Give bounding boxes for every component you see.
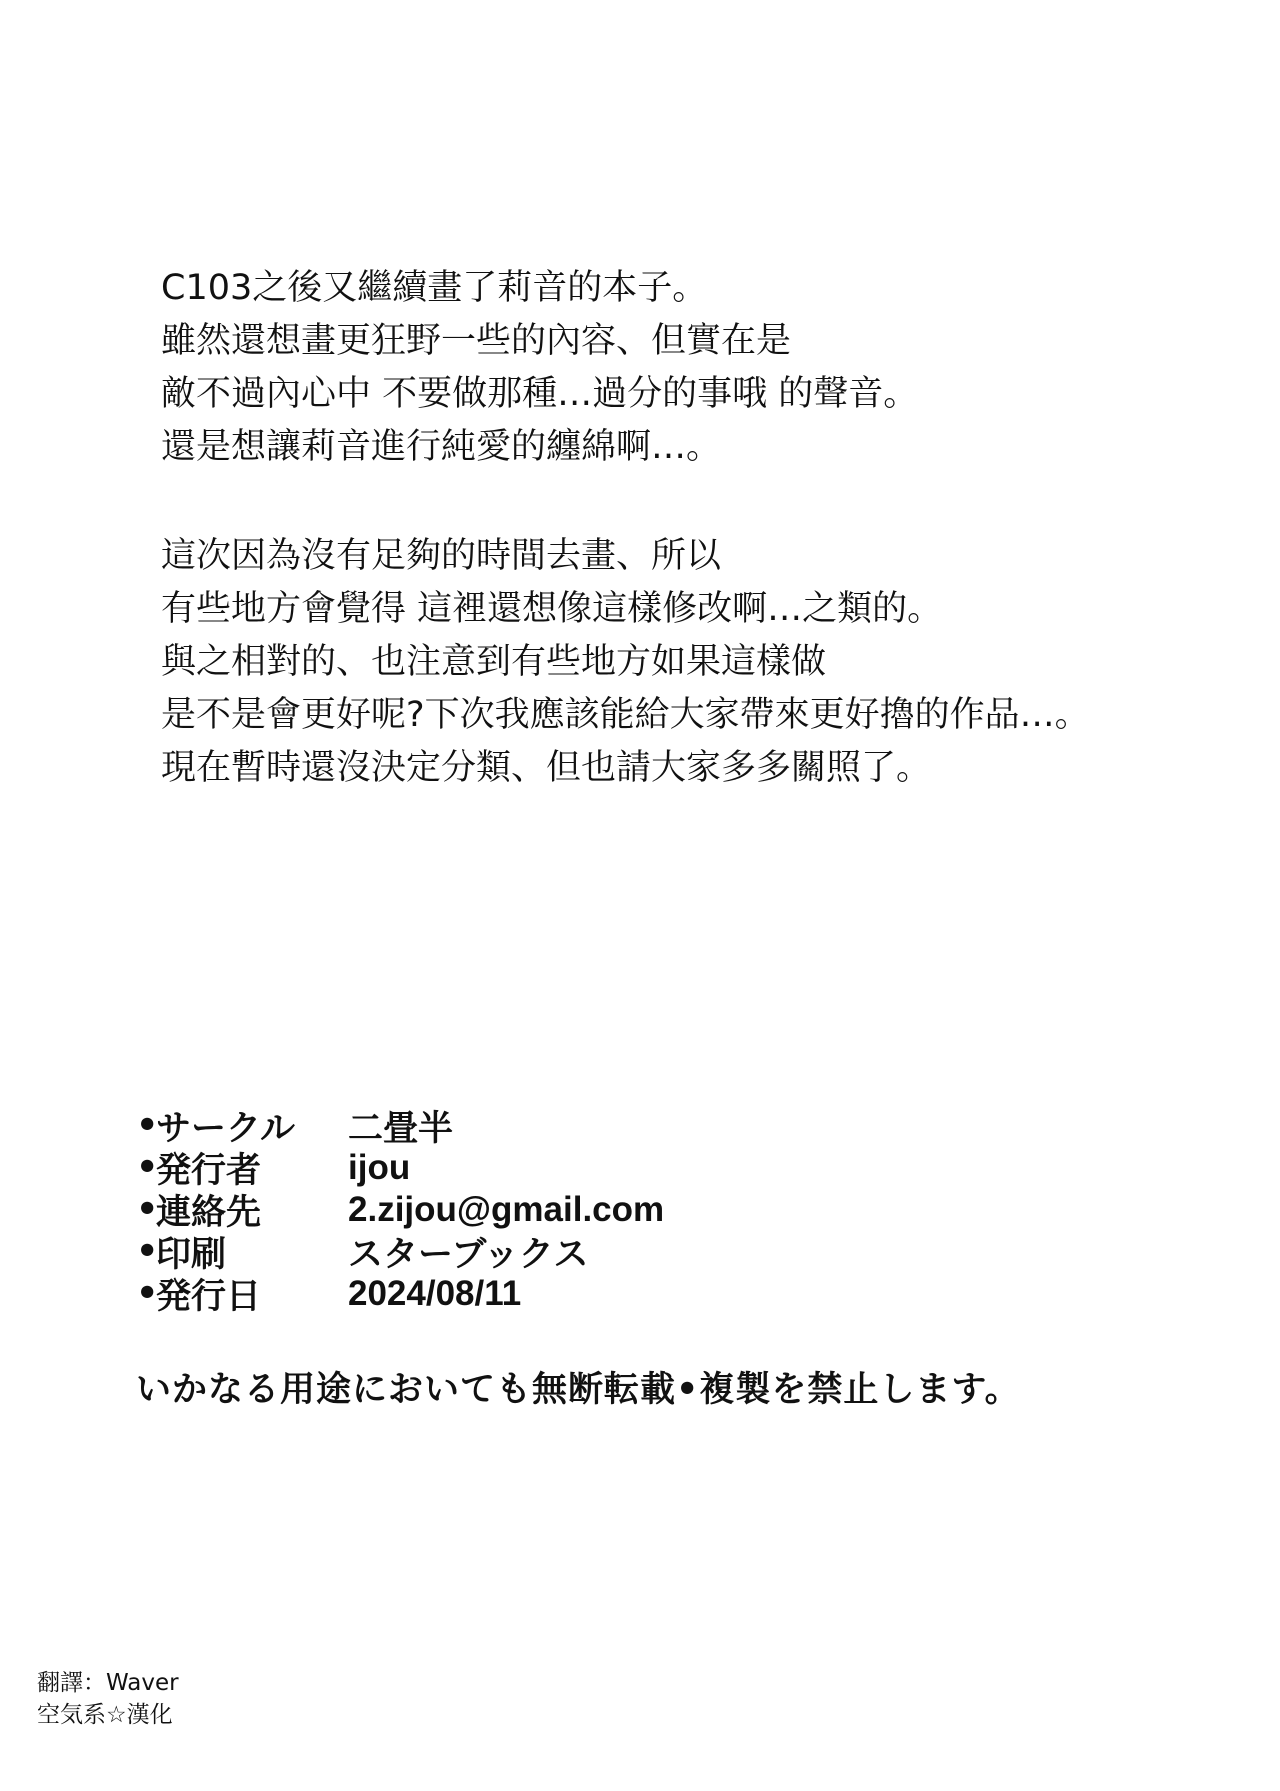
afterword-line: 與之相對的、也注意到有些地方如果這樣做 [161,642,827,682]
bullet: • [136,1106,159,1146]
bullet: • [136,1232,159,1272]
afterword-paragraph-2 [161,530,1201,795]
colophon-label-publisher: 発行者 [156,1151,262,1191]
afterword-text [161,262,1201,851]
colophon-value-publisher: ijou [348,1148,411,1187]
colophon-label-contact: 連絡先 [156,1193,262,1233]
colophon-value-printer: スターブックス [348,1235,589,1275]
translator-credit: 翻譯：Waver [37,1670,179,1696]
colophon-label-printer: 印刷 [156,1235,227,1275]
afterword-line: 現在暫時還沒決定分類、但也請大家多多關照了。 [161,748,932,788]
colophon-row-printer [136,1231,1036,1273]
bullet: • [136,1148,159,1188]
colophon-value-contact: 2.zijou@gmail.com [348,1190,665,1229]
colophon-label-date: 発行日 [156,1277,262,1317]
colophon-value-date: 2024/08/11 [348,1274,522,1313]
afterword-line: C103之後又繼續畫了莉音的本子。 [161,268,708,308]
afterword-line: 還是想讓莉音進行純愛的纏綿啊…。 [161,427,722,467]
colophon-row-contact [136,1189,1036,1231]
bullet: • [136,1274,159,1314]
colophon-row-circle [136,1105,1036,1147]
afterword-line: 是不是會更好呢?下次我應該能給大家帶來更好擼的作品…。 [161,695,1090,735]
afterword-line: 雖然還想畫更狂野一些的內容、但實在是 [161,321,792,361]
colophon-label-circle: サークル [156,1109,295,1149]
afterword-line: 有些地方會覺得 這裡還想像這樣修改啊…之類的。 [161,589,943,629]
afterword-paragraph-1 [161,262,1201,474]
copyright-notice: いかなる用途においても無断転載•複製を禁止します。 [136,1370,1021,1410]
translation-credits [37,1667,179,1731]
colophon [136,1105,1036,1315]
colophon-row-publisher [136,1147,1036,1189]
afterword-line: 敵不過內心中 不要做那種…過分的事哦 的聲音。 [161,374,919,414]
colophon-value-circle: 二畳半 [348,1109,454,1149]
colophon-row-date [136,1273,1036,1315]
bullet: • [136,1190,159,1230]
group-credit: 空気系☆漢化 [37,1702,173,1728]
afterword-line: 這次因為沒有足夠的時間去畫、所以 [161,536,722,576]
